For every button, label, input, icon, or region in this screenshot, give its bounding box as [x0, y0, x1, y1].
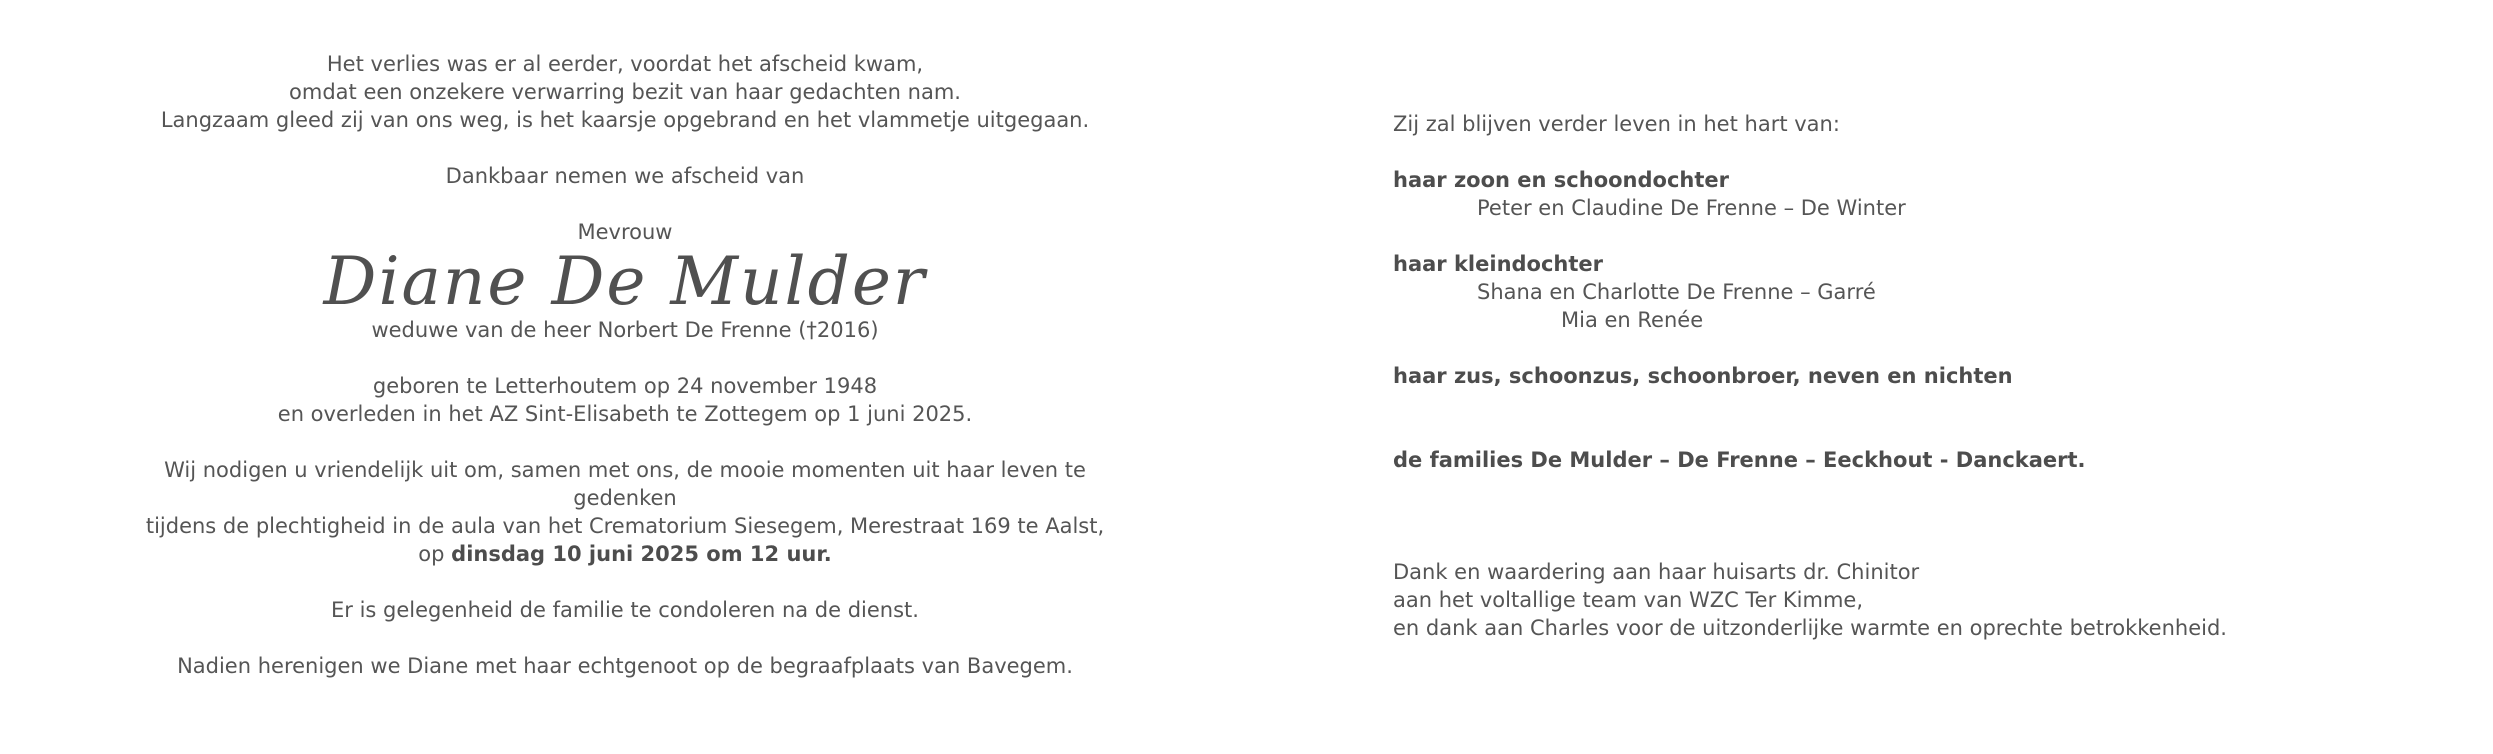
condolence-text: Er is gelegenheid de familie te condoleren na de dienst.	[331, 598, 919, 622]
son-names: Peter en Claudine De Frenne – De Winter	[1477, 196, 1906, 220]
invite-date-prefix: op	[418, 542, 445, 566]
deceased-name: Diane De Mulder	[323, 243, 927, 320]
thanks-line: Dank en waardering aan haar huisarts dr. Chinitor	[1393, 560, 1920, 584]
invite-date-line	[125, 540, 1125, 568]
son-label: haar zoon en schoondochter	[1393, 168, 1729, 192]
thanks-line: en dank aan Charles voor de uitzonderlijke warmte en oprechte betrokkenheid.	[1393, 616, 2227, 640]
invite-line: tijdens de plechtigheid in de aula van het Crematorium Siesegem, Merestraat 169 te Aalst,	[145, 514, 1105, 538]
birth-text: geboren te Letterhoutem op 24 november 1948	[372, 374, 878, 398]
right-column	[1393, 110, 2443, 642]
widow-text: weduwe van de heer Norbert De Frenne (†2016)	[371, 318, 879, 342]
invite-line: Wij nodigen u vriendelijk uit om, samen met ons, de mooie momenten uit haar leven te gedenken	[164, 458, 1086, 510]
family-heading: Zij zal blijven verder leven in het hart van:	[1393, 112, 1840, 136]
invite-date: dinsdag 10 juni 2025 om 12 uur.	[451, 542, 832, 566]
burial-text: Nadien herenigen we Diane met haar echtgenoot op de begraafplaats van Bavegem.	[177, 654, 1073, 678]
death-text: en overleden in het AZ Sint-Elisabeth te Zottegem op 1 juni 2025.	[277, 402, 973, 426]
intro-line: Het verlies was er al eerder, voordat het afscheid kwam,	[326, 52, 924, 76]
families-line: de families De Mulder – De Frenne – Eeckhout - Danckaert.	[1393, 448, 2086, 472]
siblings-line: haar zus, schoonzus, schoonbroer, neven en nichten	[1393, 364, 2013, 388]
great-grandchild-names: Mia en Renée	[1561, 308, 1704, 332]
grandchild-label: haar kleindochter	[1393, 252, 1604, 276]
farewell-text: Dankbaar nemen we afscheid van	[445, 164, 805, 188]
grandchild-names: Shana en Charlotte De Frenne – Garré	[1477, 280, 1876, 304]
intro-line: omdat een onzekere verwarring bezit van haar gedachten nam.	[289, 80, 961, 104]
intro-line: Langzaam gleed zij van ons weg, is het kaarsje opgebrand en het vlammetje uitgegaan.	[160, 108, 1090, 132]
salutation: Mevrouw	[577, 220, 673, 244]
thanks-line: aan het voltallige team van WZC Ter Kimme,	[1393, 588, 1864, 612]
left-column	[125, 50, 1125, 680]
